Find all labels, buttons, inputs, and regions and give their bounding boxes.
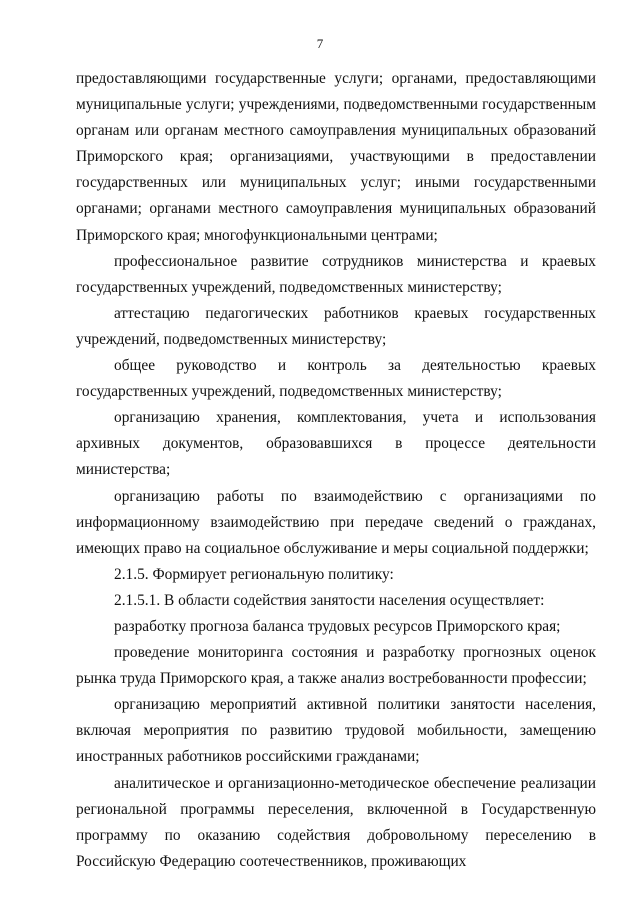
paragraph-active-policy: организацию мероприятий активной политики занятости населения, включая мероприятия по развитию трудовой мобильности, замещению иностранных работников российскими гражданами; xyxy=(76,696,596,766)
paragraph-attestation: аттестацию педагогических работников краевых государственных учреждений, подведомственных министерству; xyxy=(76,304,596,348)
paragraph-continuation: предоставляющими государственные услуги; органами, предоставляющими муниципальные услуги; учреждениями, подведомственными государственным органам или органам местного самоуправления муниципальных образований Приморского края; организациями, участвующими в предоставлении государственных или муниципальных услуг; иными государственными органами; органами местного самоуправления муниципальных образований Приморского края; многофункциональными центрами; xyxy=(76,70,596,244)
paragraph-resettlement: аналитическое и организационно-методическое обеспечение реализации региональной программы переселения, включенной в Государственную программу по оказанию содействия добровольному переселению в Российскую Федерацию соотечественников, проживающих xyxy=(76,774,596,870)
paragraph-section-2-1-5: 2.1.5. Формирует региональную политику: xyxy=(114,565,394,583)
page-number: 7 xyxy=(316,36,324,51)
paragraph-monitoring: проведение мониторинга состояния и разработку прогнозных оценок рынка труда Приморского края, а также анализ востребованности профессии; xyxy=(76,644,596,688)
paragraph-interaction: организацию работы по взаимодействию с организациями по информационному взаимодействию при передаче сведений о гражданах, имеющих право на социальное обслуживание и меры социальной поддержки; xyxy=(76,487,596,557)
paragraph-professional-development: профессиональное развитие сотрудников министерства и краевых государственных учреждений, подведомственных министерству; xyxy=(76,252,596,296)
document-body xyxy=(76,66,596,875)
paragraph-archive: организацию хранения, комплектования, учета и использования архивных документов, образовавшихся в процессе деятельности министерства; xyxy=(76,409,596,479)
paragraph-forecast: разработку прогноза баланса трудовых ресурсов Приморского края; xyxy=(114,617,561,635)
paragraph-section-2-1-5-1: 2.1.5.1. В области содействия занятости населения осуществляет: xyxy=(114,591,545,609)
paragraph-general-management: общее руководство и контроль за деятельностью краевых государственных учреждений, подведомственных министерству; xyxy=(76,357,596,401)
